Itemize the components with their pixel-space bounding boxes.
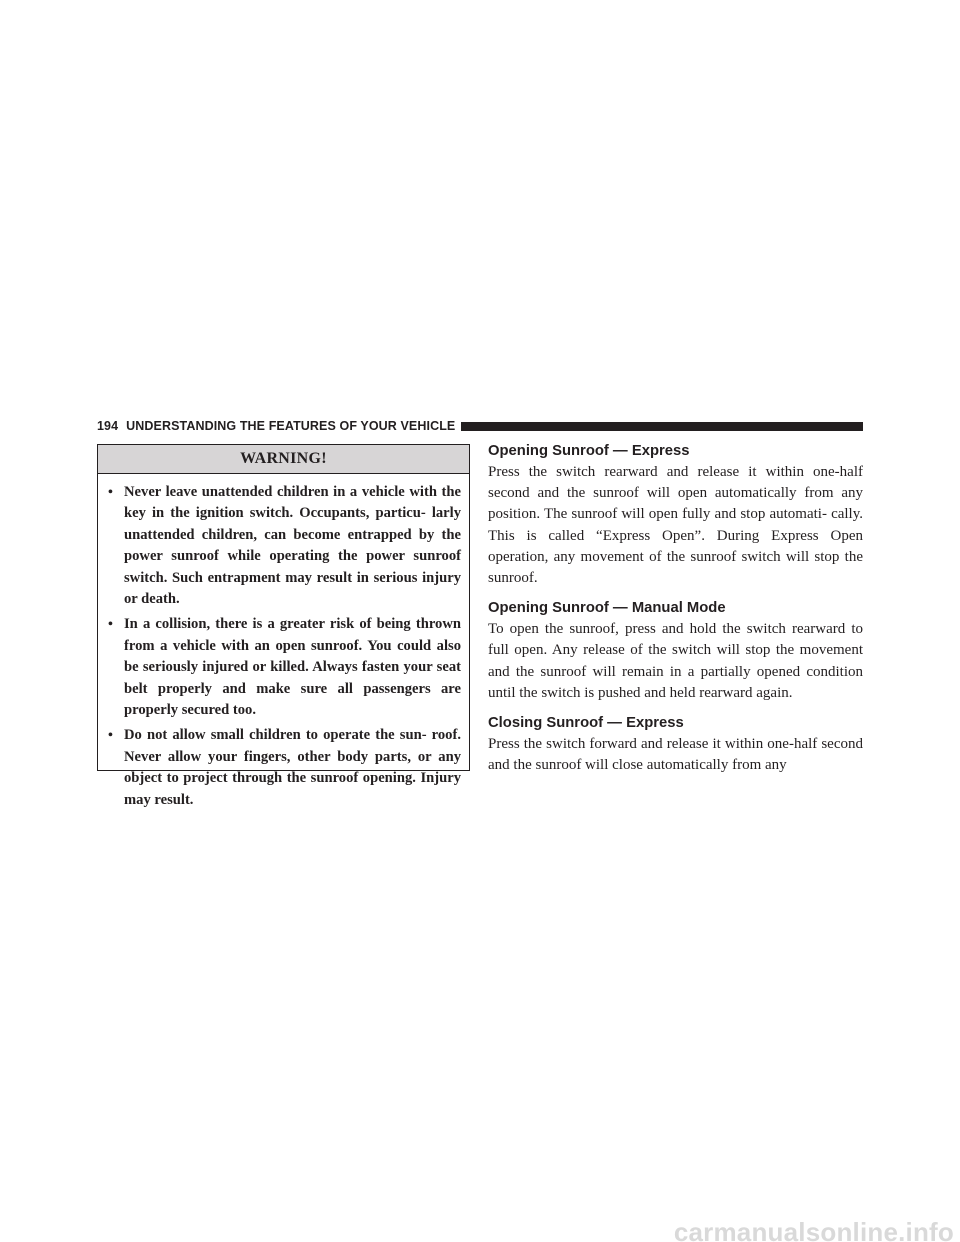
page-header — [97, 418, 863, 434]
section-body-closing-express: Press the switch forward and release it within one-half second and the sunroof will close automatically from any — [488, 736, 863, 774]
section-heading-closing-express: Closing Sunroof — Express — [488, 715, 684, 732]
warning-item-text: Do not allow small children to operate the sun- roof. Never allow your fingers, other body parts, or any object to project through the sunroof opening. Injury may result. — [124, 727, 461, 808]
section-heading-opening-express: Opening Sunroof — Express — [488, 443, 690, 459]
watermark — [620, 1204, 960, 1242]
warning-item — [108, 482, 461, 610]
warning-title: WARNING! — [98, 445, 469, 474]
bullet-icon: • — [108, 485, 113, 500]
watermark-text: carmanualsonline.info — [673, 1217, 954, 1242]
warning-item — [108, 725, 461, 811]
warning-box — [97, 444, 470, 808]
warning-item — [108, 614, 461, 721]
warning-item-text: Never leave unattended children in a vehicle with the key in the ignition switch. Occupants, particu- larly unattended children, can become entrapped by the power sunroof while operating the power sunroof switch. Such entrapment may result in serious injury or death. — [124, 484, 461, 608]
section-body-opening-express: Press the switch rearward and release it within one-half second and the sunroof will open automatically from any position. The sunroof will open fully and stop automati- cally. This is called “Express Open”. During Express Open operation, any movement of the sunroof switch will stop the sunroof. — [488, 464, 863, 587]
section-title: UNDERSTANDING THE FEATURES OF YOUR VEHICLE — [126, 419, 456, 433]
bullet-icon: • — [108, 728, 113, 744]
section-body-opening-manual: To open the sunroof, press and hold the switch rearward to full open. Any release of the switch will stop the movement and the sunroof will remain in a partially opened condition until the switch is pushed and held rearward again. — [488, 621, 863, 701]
instructions-column — [488, 441, 863, 785]
header-rule — [461, 422, 863, 431]
section-heading-opening-manual: Opening Sunroof — Manual Mode — [488, 600, 726, 617]
bullet-icon: • — [108, 617, 113, 633]
page-number: 194 — [97, 419, 119, 433]
warning-item-text: In a collision, there is a greater risk of being thrown from a vehicle with an open sunroof. You could also be seriously injured or killed. Always fasten your seat belt properly and make sure all passengers are properly secured too. — [124, 616, 461, 719]
warning-list — [98, 474, 469, 811]
